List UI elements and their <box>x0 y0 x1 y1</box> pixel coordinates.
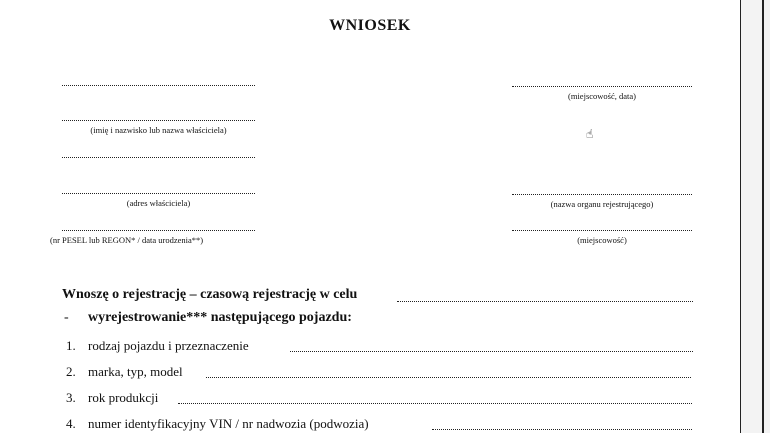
item-label: rok produkcji <box>88 390 159 405</box>
pesel-caption: (nr PESEL lub REGON* / data urodzenia**) <box>50 235 204 245</box>
item-label: numer identyfikacyjny VIN / nr nadwozia (podwozia) <box>88 416 369 431</box>
owner-line-3 <box>62 156 255 158</box>
viewer-gutter[interactable] <box>741 0 770 433</box>
list-item: 1. rodzaj pojazdu i przeznaczenie <box>66 338 249 353</box>
owner-line-1 <box>62 84 255 86</box>
owner-address-line <box>62 192 255 194</box>
item-dots <box>432 428 692 430</box>
item-label: rodzaj pojazdu i przeznaczenie <box>88 338 249 353</box>
place-date-line <box>512 85 692 87</box>
authority-line <box>512 193 692 195</box>
place-caption: (miejscowość) <box>577 235 627 245</box>
authority-caption: (nazwa organu rejestrującego) <box>550 199 654 209</box>
request-line: Wnoszę o rejestrację – czasową rejestrację w celu <box>62 287 358 302</box>
owner-name-line <box>62 119 255 121</box>
deregistration-line <box>64 310 352 326</box>
place-date-caption: (miejscowość, data) <box>568 91 636 101</box>
list-item: 4. numer identyfikacyjny VIN / nr nadwozia (podwozia) <box>66 416 369 431</box>
owner-name-caption: (imię i nazwisko lub nazwa właściciela) <box>90 125 227 135</box>
list-item: 3. rok produkcji <box>66 390 159 405</box>
place-line <box>512 229 692 231</box>
pesel-line <box>62 229 255 231</box>
list-item: 2. marka, typ, model <box>66 364 183 379</box>
request-dots <box>397 300 693 302</box>
hand-cursor-icon: ☝ <box>586 127 594 141</box>
item-dots <box>206 376 691 378</box>
item-dots <box>178 402 692 404</box>
item-dots <box>290 350 693 352</box>
item-label: marka, typ, model <box>88 364 183 379</box>
viewer-edge-line <box>762 0 764 433</box>
dash-bullet: - <box>64 310 69 325</box>
document-title: WNIOSEK <box>329 17 411 34</box>
deregistration-text: wyrejestrowanie*** następującego pojazdu: <box>88 310 352 325</box>
owner-address-caption: (adres właściciela) <box>126 198 191 208</box>
